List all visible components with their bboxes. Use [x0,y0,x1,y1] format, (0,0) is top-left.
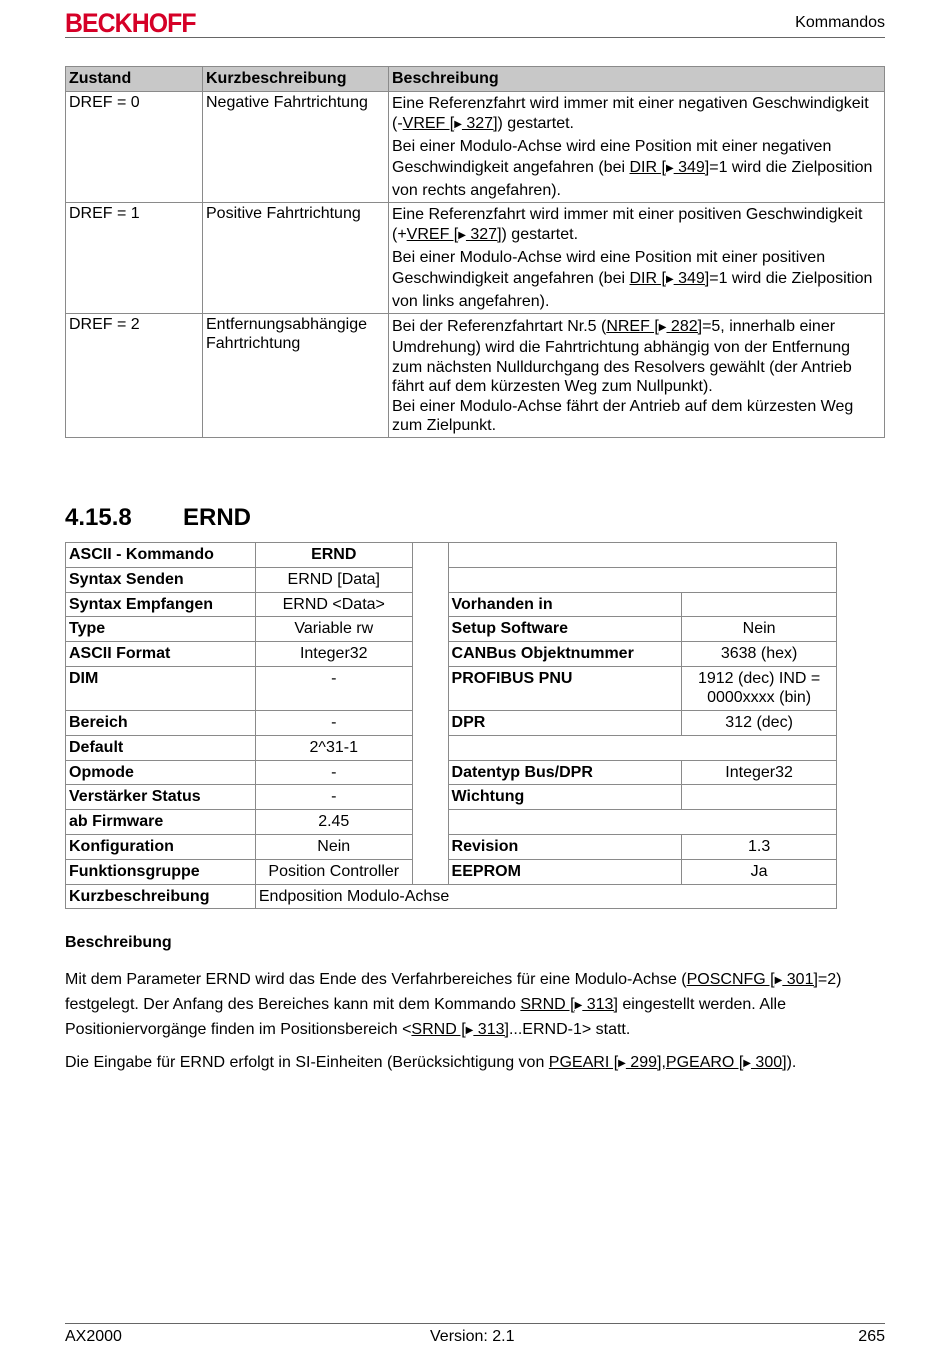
empty-cell [448,810,836,835]
table-row [66,202,885,313]
play-arrow-icon: ▶ [665,162,674,174]
param-label: CANBus Objektnummer [448,642,682,667]
param-label: Revision [448,834,682,859]
param-value: - [255,785,412,810]
param-value: ERND [255,543,412,568]
ernd-parameter-table [65,542,837,909]
table-header-row [66,67,885,92]
play-arrow-icon: ▶ [665,273,674,285]
table-row [66,785,837,810]
table-row [66,834,837,859]
play-arrow-icon: ▶ [743,1058,751,1069]
short-desc-cell: Positive Fahrtrichtung [203,202,389,313]
short-desc-cell: Entfernungsabhängige Fahrtrichtung [203,313,389,437]
play-arrow-icon: ▶ [458,230,466,241]
column-gap [412,543,448,885]
param-value: Nein [255,834,412,859]
param-label: Opmode [66,760,256,785]
state-cell: DREF = 2 [66,313,203,437]
page-number: 265 [858,1328,885,1345]
table-row [66,543,837,568]
param-value: ERND <Data> [255,592,412,617]
footer-version: Version: 2.1 [430,1328,515,1345]
table-row [66,313,885,437]
param-value: 1.3 [682,834,837,859]
column-header: Kurzbeschreibung [203,67,389,92]
param-label: DIM [66,666,256,710]
section-number: 4.15.8 [65,504,132,531]
param-value: 1912 (dec) IND = 0000xxxx (bin) [682,666,837,710]
dref-table [65,66,885,438]
table-row [66,810,837,835]
description-paragraph: Die Eingabe für ERND erfolgt in SI-Einheiten (Berücksichtigung von PGEARI [▶ 299],PGEARO [▶ 300]). [65,1051,895,1076]
play-arrow-icon: ▶ [454,119,462,130]
param-value: Integer32 [255,642,412,667]
param-value: 312 (dec) [682,710,837,735]
state-cell: DREF = 0 [66,91,203,202]
dir-link[interactable]: DIR [▶ 349] [629,270,709,287]
param-label: EEPROM [448,859,682,884]
param-value: Variable rw [255,617,412,642]
nref-link[interactable]: NREF [▶ 282] [606,318,702,335]
empty-cell [448,735,836,760]
param-label: ASCII Format [66,642,256,667]
pgeari-link[interactable]: PGEARI [▶ 299] [549,1054,662,1071]
empty-cell [448,567,836,592]
table-row [66,617,837,642]
description-cell: Eine Referenzfahrt wird immer mit einer negativen Geschwindigkeit (-VREF [▶ 327]) gestartet. Bei einer Modulo-Achse wird eine Position mit einer negativen Geschwindigkeit angefahren (bei DIR [▶ 349]=1 wird die Zielposition von rechts angefahren). [389,91,885,202]
description-paragraph: Mit dem Parameter ERND wird das Ende des Verfahrbereiches für eine Modulo-Achse (POSCNFG [▶ 301]=2) festgelegt. Der Anfang des Bereiches kann mit dem Kommando SRND [▶ 313] eingestellt werden. Alle Positioniervorgänge finden im Positionsbereich <SRND [▶ 313]...ERND-1> statt. [65,968,895,1043]
play-arrow-icon: ▶ [774,975,783,986]
table-row [66,592,837,617]
table-row [66,91,885,202]
param-label: Konfiguration [66,834,256,859]
column-header: Zustand [66,67,203,92]
column-header: Beschreibung [389,67,885,92]
play-arrow-icon: ▶ [618,1058,626,1069]
param-label: Datentyp Bus/DPR [448,760,682,785]
param-value [682,785,837,810]
srnd-link[interactable]: SRND [▶ 313] [411,1021,509,1038]
param-value: 3638 (hex) [682,642,837,667]
param-label: Default [66,735,256,760]
param-value: Endposition Modulo-Achse [255,884,836,909]
param-label: Type [66,617,256,642]
pgearo-link[interactable]: PGEARO [▶ 300] [666,1054,787,1071]
table-row [66,735,837,760]
section-heading-title: ERND [183,504,252,531]
param-label: ASCII - Kommando [66,543,256,568]
param-label: Funktionsgruppe [66,859,256,884]
table-row [66,666,837,710]
play-arrow-icon: ▶ [658,321,667,333]
param-label: Kurzbeschreibung [66,884,256,909]
param-value: Nein [682,617,837,642]
state-cell: DREF = 1 [66,202,203,313]
vref-link[interactable]: VREF [▶ 327] [403,115,498,132]
param-label: Vorhanden in [448,592,682,617]
param-label: PROFIBUS PNU [448,666,682,710]
param-value: - [255,760,412,785]
description-title: Beschreibung [65,934,172,951]
param-value: Position Controller [255,859,412,884]
param-value: - [255,710,412,735]
short-desc-cell: Negative Fahrtrichtung [203,91,389,202]
table-row [66,859,837,884]
poscnfg-link[interactable]: POSCNFG [▶ 301] [687,971,818,988]
table-row [66,567,837,592]
play-arrow-icon: ▶ [465,1025,474,1036]
param-label: Verstärker Status [66,785,256,810]
dir-link[interactable]: DIR [▶ 349] [629,159,709,176]
param-label: Wichtung [448,785,682,810]
description-cell: Bei der Referenzfahrtart Nr.5 (NREF [▶ 282]=5, innerhalb einer Umdrehung) wird die Fahrtrichtung abhängig von der Entfernung zum nächsten Nulldurchgang des Resolvers gewählt (der Antrieb fährt auf dem kürzesten Weg zum Nullpunkt). Bei einer Modulo-Achse fährt der Antrieb auf dem kürzesten Weg zum Zielpunkt. [389,313,885,437]
param-label: Setup Software [448,617,682,642]
param-value: - [255,666,412,710]
table-row [66,642,837,667]
param-label: Syntax Senden [66,567,256,592]
param-value: 2.45 [255,810,412,835]
param-value: ERND [Data] [255,567,412,592]
section-heading [65,504,251,532]
footer-product: AX2000 [65,1328,122,1345]
footer-divider [65,1323,885,1324]
param-value: 2^31-1 [255,735,412,760]
section-title: Kommandos [795,14,885,31]
param-label: Bereich [66,710,256,735]
table-row [66,884,837,909]
vref-link[interactable]: VREF [▶ 327] [407,226,502,243]
srnd-link[interactable]: SRND [▶ 313] [520,996,618,1013]
param-label: ab Firmware [66,810,256,835]
empty-cell [448,543,836,568]
param-label: Syntax Empfangen [66,592,256,617]
param-value: Integer32 [682,760,837,785]
header-divider [65,37,885,38]
play-arrow-icon: ▶ [574,1000,583,1011]
param-label: DPR [448,710,682,735]
param-value [682,592,837,617]
param-value: Ja [682,859,837,884]
table-row [66,710,837,735]
brand-logo: BECKHOFF [65,8,196,38]
description-cell: Eine Referenzfahrt wird immer mit einer positiven Geschwindigkeit (+VREF [▶ 327]) gestartet. Bei einer Modulo-Achse wird eine Position mit einer positiven Geschwindigkeit angefahren (bei DIR [▶ 349]=1 wird die Zielposition von links angefahren). [389,202,885,313]
table-row [66,760,837,785]
